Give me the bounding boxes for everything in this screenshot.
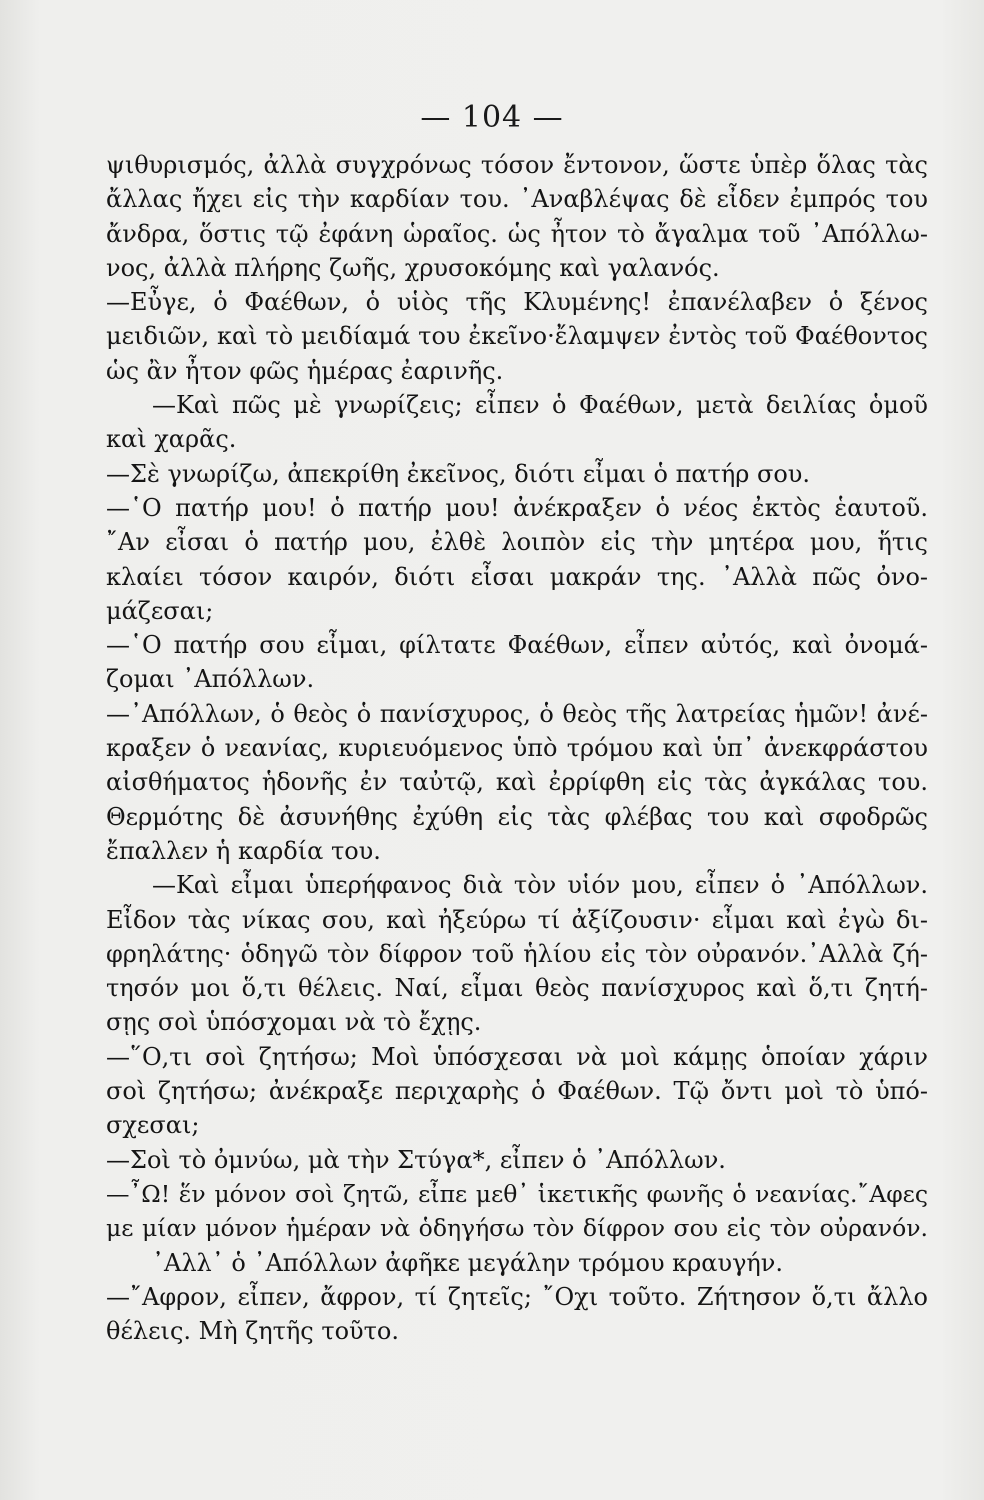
text-line: ᾿Αλλ᾿ ὁ ᾿Απόλλων ἀφῆκε μεγάλην τρόμου κραυγήν.	[152, 1248, 784, 1277]
text-line: σοὶ ζητήσω; ἀνέκραξε περιχαρὴς ὁ Φαέθων. Τῷ ὄντι μοὶ τὸ ὑπό-	[106, 1077, 928, 1106]
text-line: —῏Ω! ἕν μόνον σοὶ ζητῶ, εἶπε μεθ᾿ ἱκετικῆς φωνῆς ὁ νεανίας.῎Αφες	[106, 1179, 928, 1208]
text-line: ζομαι ᾿Απόλλων.	[106, 665, 315, 694]
text-line: μειδιῶν, καὶ τὸ μειδίαμά του ἐκεῖνο·ἔλαμψεν ἐντὸς τοῦ Φαέθοντος	[106, 322, 928, 351]
text-line: ἄνδρα, ὅστις τῷ ἐφάνη ὡραῖος. ὡς ἦτον τὸ ἄγαλμα τοῦ ᾿Απόλλω-	[106, 219, 928, 248]
text-line: νος, ἀλλὰ πλήρης ζωῆς, χρυσοκόμης καὶ γαλανός.	[106, 253, 720, 282]
text-line: —Σοὶ τὸ ὀμνύω, μὰ τὴν Στύγα*, εἶπεν ὁ ᾿Απόλλων.	[106, 1145, 726, 1174]
text-line: —῞Ο,τι σοὶ ζητήσω; Μοὶ ὑπόσχεσαι νὰ μοὶ κάμῃς ὁποίαν χάριν	[106, 1042, 928, 1071]
text-line: μάζεσαι;	[106, 596, 214, 625]
text-line: Θερμότης δὲ ἀσυνήθης ἐχύθη εἰς τὰς φλέβας του καὶ σφοδρῶς	[106, 802, 928, 831]
text-line: —Σὲ γνωρίζω, ἀπεκρίθη ἐκεῖνος, διότι εἶμαι ὁ πατήρ σου.	[106, 459, 811, 488]
text-line: Εἶδον τὰς νίκας σου, καὶ ἠξεύρω τί ἀξίζουσιν· εἶμαι καὶ ἐγὼ δι-	[106, 905, 928, 934]
text-line: —῾Ο πατήρ σου εἶμαι, φίλτατε Φαέθων, εἶπεν αὐτός, καὶ ὀνομά-	[106, 631, 928, 660]
text-line: φρηλάτης· ὁδηγῶ τὸν δίφρον τοῦ ἡλίου εἰς τὸν οὐρανόν.᾿Αλλὰ ζή-	[106, 939, 928, 968]
text-line: ὡς ἂν ἦτον φῶς ἡμέρας ἐαρινῆς.	[106, 356, 504, 385]
text-line: κραξεν ὁ νεανίας, κυριευόμενος ὑπὸ τρόμου καὶ ὑπ᾿ ἀνεκφράστου	[106, 734, 928, 763]
text-line: —῎Αφρον, εἶπεν, ἄφρον, τί ζητεῖς; ῎Οχι τοῦτο. Ζήτησον ὅ,τι ἄλλο	[106, 1282, 928, 1311]
page-number: — 104 —	[420, 100, 564, 135]
text-line: —Εὖγε, ὁ Φαέθων, ὁ υἱὸς τῆς Κλυμένης! ἐπανέλαβεν ὁ ξένος	[106, 288, 928, 317]
text-line: αἰσθήματος ἡδονῆς ἐν ταὐτῷ, καὶ ἐρρίφθη εἰς τὰς ἀγκάλας του.	[106, 768, 928, 797]
text-line: —Καὶ εἶμαι ὑπερήφανος διὰ τὸν υἱόν μου, εἶπεν ὁ ᾿Απόλλων.	[152, 871, 928, 900]
text-line: —῾Ο πατήρ μου! ὁ πατήρ μου! ἀνέκραξεν ὁ νέος ἐκτὸς ἑαυτοῦ.	[106, 493, 928, 522]
body-text	[106, 148, 928, 1348]
text-line: ἔπαλλεν ἡ καρδία του.	[106, 836, 381, 865]
text-line: τησόν μοι ὅ,τι θέλεις. Ναί, εἶμαι θεὸς πανίσχυρος καὶ ὅ,τι ζητή-	[106, 974, 928, 1003]
text-line: θέλεις. Μὴ ζητῆς τοῦτο.	[106, 1317, 400, 1346]
text-line: σχεσαι;	[106, 1111, 200, 1140]
text-line: κλαίει τόσον καιρόν, διότι εἶσαι μακράν της. ᾿Αλλὰ πῶς ὀνο-	[106, 562, 928, 591]
text-line: με μίαν μόνον ἡμέραν νὰ ὁδηγήσω τὸν δίφρον σου εἰς τὸν οὐρανόν.	[106, 1214, 928, 1243]
text-line: ῎Αν εἶσαι ὁ πατήρ μου, ἐλθὲ λοιπὸν εἰς τὴν μητέρα μου, ἥτις	[106, 528, 928, 557]
text-line: —᾿Απόλλων, ὁ θεὸς ὁ πανίσχυρος, ὁ θεὸς τῆς λατρείας ἡμῶν! ἀνέ-	[106, 699, 928, 728]
text-line: καὶ χαρᾶς.	[106, 425, 237, 454]
text-line: ψιθυρισμός, ἀλλὰ συγχρόνως τόσον ἔντονον, ὥστε ὑπὲρ ὅλας τὰς	[106, 151, 928, 179]
text-line: ἄλλας ἤχει εἰς τὴν καρδίαν του. ᾿Αναβλέψας δὲ εἶδεν ἐμπρός του	[106, 185, 928, 214]
text-line: —Καὶ πῶς μὲ γνωρίζεις; εἶπεν ὁ Φαέθων, μετὰ δειλίας ὁμοῦ	[152, 391, 928, 420]
text-line: σῃς σοὶ ὑπόσχομαι νὰ τὸ ἔχῃς.	[106, 1008, 482, 1037]
